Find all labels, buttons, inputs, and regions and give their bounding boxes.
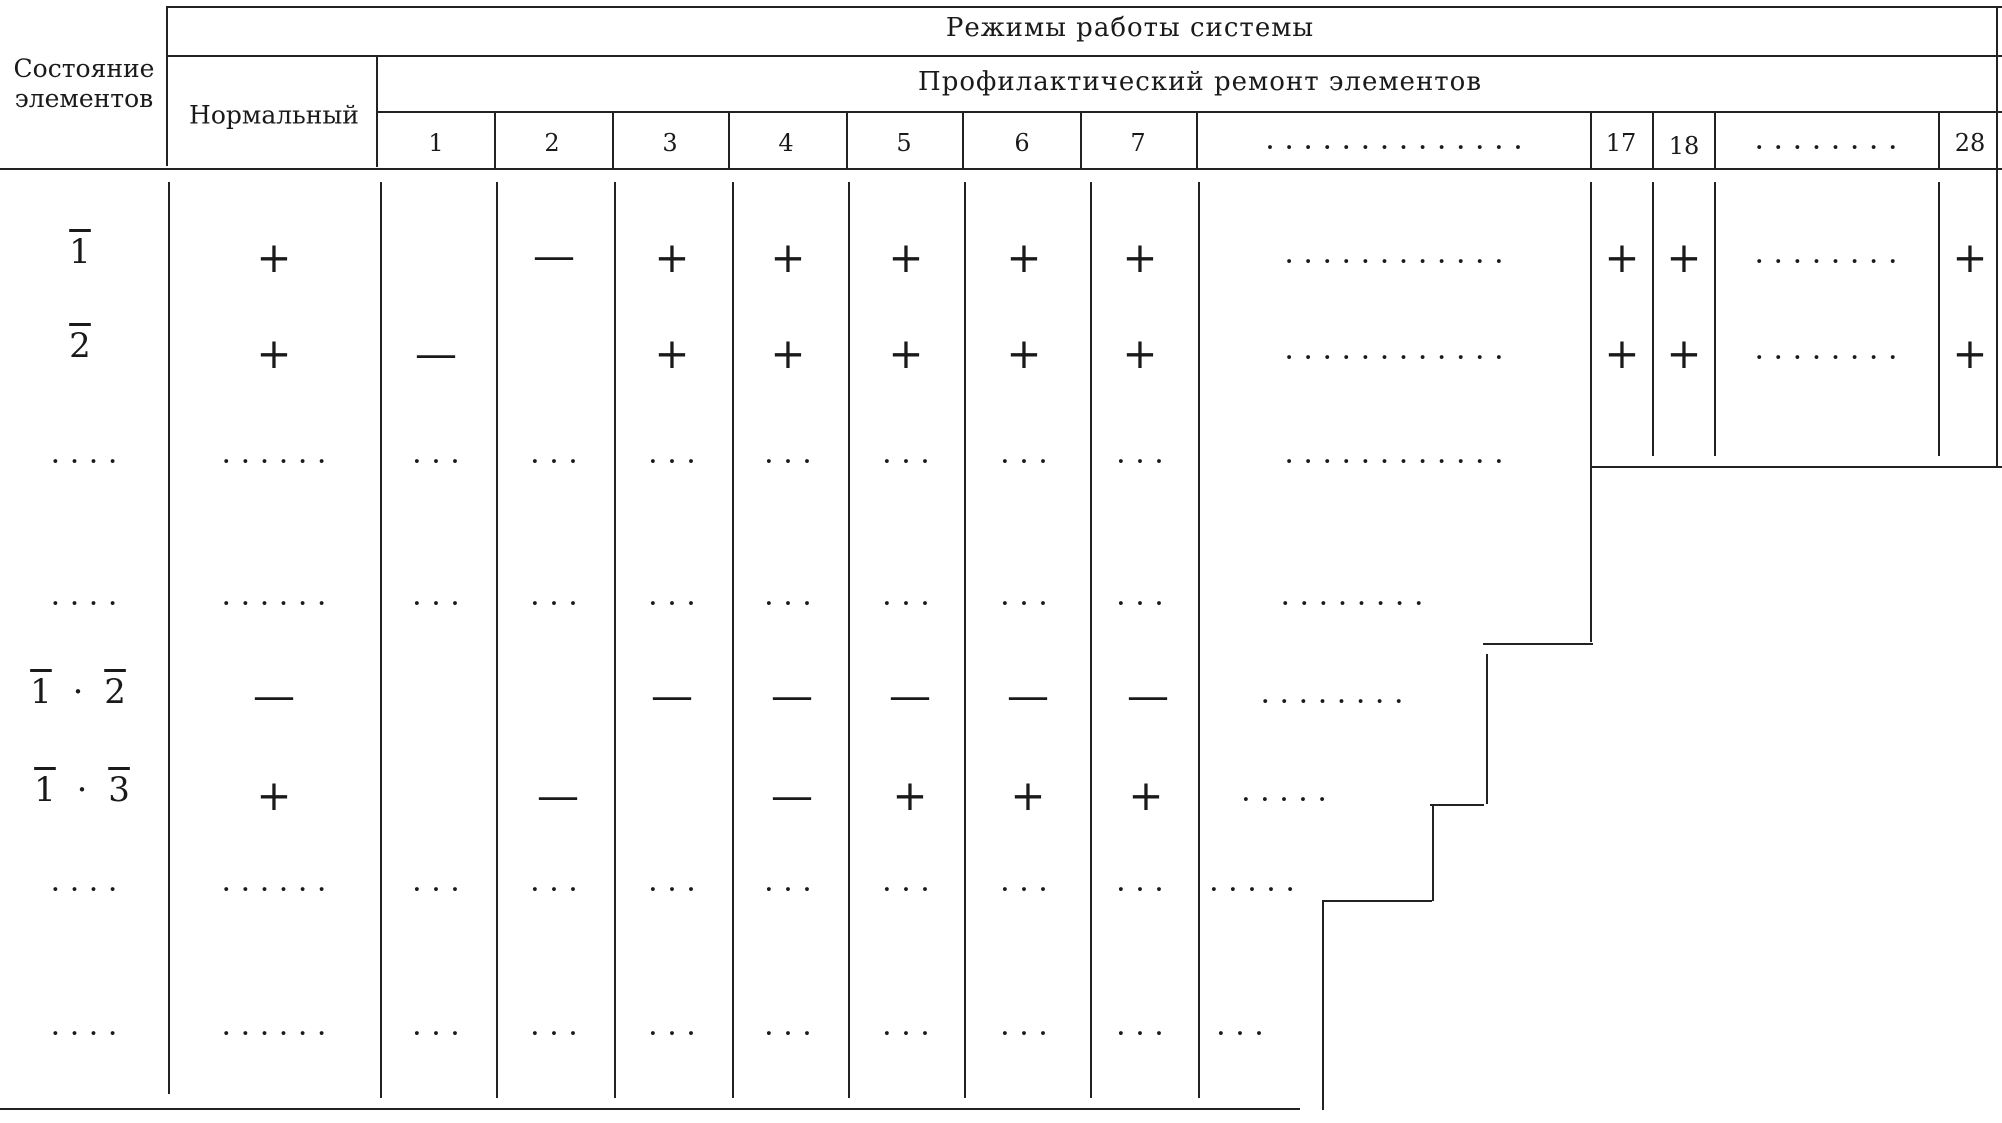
step-rule-4 — [1322, 900, 1432, 902]
modes-underline — [168, 55, 2002, 57]
cell-r2-c4: + — [770, 329, 806, 378]
cell-r2-c1: — — [415, 329, 457, 378]
r4-c7-dots: · · · — [1116, 586, 1164, 622]
body-vline-state — [168, 182, 170, 1094]
cell-r1-c28: + — [1952, 233, 1988, 282]
cell-r1-c5: + — [888, 233, 924, 282]
r8-c1-dots: · · · — [412, 1016, 460, 1052]
r7-gap-dots: · · · · · — [1209, 872, 1295, 908]
cell-r5-c5: — — [889, 671, 931, 720]
cell-r2-c6: + — [1006, 329, 1042, 378]
body-vline-normal — [380, 182, 382, 1098]
row-label-1x2-b: 2 — [104, 672, 126, 712]
r7-normal-dots: · · · · · · — [221, 872, 327, 908]
cell-r5-normal: — — [253, 671, 295, 720]
r7-c6-dots: · · · — [1000, 872, 1048, 908]
r8-c6-dots: · · · — [1000, 1016, 1048, 1052]
body-vline-c5 — [964, 182, 966, 1098]
r4-c5-dots: · · · — [882, 586, 930, 622]
cell-r2-c5: + — [888, 329, 924, 378]
body-vline-c18 — [1714, 182, 1716, 456]
row-label-1x2-sep: · — [72, 672, 84, 712]
row-label-1: 1 — [69, 232, 91, 272]
maintenance-underline — [378, 111, 2002, 113]
cell-r6-c4: — — [771, 771, 813, 820]
col-header-7: 7 — [1130, 129, 1146, 157]
header-vline-c3 — [728, 113, 730, 168]
cell-r6-c7: + — [1128, 771, 1164, 820]
state-header — [14, 54, 155, 114]
r3-c2-dots: · · · — [530, 444, 578, 480]
r4-c3-dots: · · · — [648, 586, 696, 622]
r7-label-dots: · · · · — [50, 872, 118, 908]
step-vline-3 — [1322, 900, 1324, 1110]
r3-c7-dots: · · · — [1116, 444, 1164, 480]
maintenance-title: Профилактический ремонт элементов — [918, 67, 1482, 97]
cell-r1-normal: + — [256, 233, 292, 282]
cell-r1-c6: + — [1006, 233, 1042, 282]
cell-r2-c7: + — [1122, 329, 1158, 378]
r8-gap-dots: · · · — [1216, 1016, 1264, 1052]
body-vline-c4 — [848, 182, 850, 1098]
header-vline-c4 — [846, 113, 848, 168]
cell-r1-c3: + — [654, 233, 690, 282]
r3-normal-dots: · · · · · · — [221, 444, 327, 480]
header-vline-state — [166, 6, 168, 166]
cell-r6-c5: + — [892, 771, 928, 820]
r4-c2-dots: · · · — [530, 586, 578, 622]
cell-r2-normal: + — [256, 329, 292, 378]
body-vline-c6 — [1090, 182, 1092, 1098]
header-vline-c2 — [612, 113, 614, 168]
cell-r2-gap: · · · · · · · · · · · · — [1284, 340, 1504, 376]
modes-title: Режимы работы системы — [945, 13, 1315, 43]
top-rule — [168, 6, 2002, 8]
r8-c4-dots: · · · — [764, 1016, 812, 1052]
r7-c2-dots: · · · — [530, 872, 578, 908]
normal-mode-header: Нормальный — [189, 100, 359, 130]
cell-r2-gap2: · · · · · · · · — [1754, 340, 1898, 376]
r4-c4-dots: · · · — [764, 586, 812, 622]
r8-c2-dots: · · · — [530, 1016, 578, 1052]
r3-label-dots: · · · · — [50, 444, 118, 480]
cell-r5-c6: — — [1007, 671, 1049, 720]
r4-normal-dots: · · · · · · — [221, 586, 327, 622]
body-vline-c17 — [1652, 182, 1654, 456]
r3-c4-dots: · · · — [764, 444, 812, 480]
col-header-17: 17 — [1605, 129, 1637, 157]
step-vline-1 — [1486, 654, 1488, 804]
r8-label-dots: · · · · — [50, 1016, 118, 1052]
col-header-gap: · · · · · · · · · · · · · · — [1265, 130, 1523, 166]
r4-c6-dots: · · · — [1000, 586, 1048, 622]
cell-r2-c18: + — [1666, 329, 1702, 378]
r4-gap-dots: · · · · · · · · — [1280, 586, 1424, 622]
r8-normal-dots: · · · · · · — [221, 1016, 327, 1052]
r8-c3-dots: · · · — [648, 1016, 696, 1052]
step-rule-1 — [1592, 466, 2002, 468]
r3-c3-dots: · · · — [648, 444, 696, 480]
header-vline-c18 — [1714, 113, 1716, 168]
row-label-1x3-b: 3 — [108, 770, 130, 810]
r3-c6-dots: · · · — [1000, 444, 1048, 480]
header-vline-gap2 — [1938, 113, 1940, 168]
r3-c5-dots: · · · — [882, 444, 930, 480]
header-vline-c7 — [1196, 113, 1198, 168]
body-vline-c2 — [614, 182, 616, 1098]
col-header-1: 1 — [428, 129, 444, 157]
cell-r2-c28: + — [1952, 329, 1988, 378]
cell-r5-c3: — — [651, 671, 693, 720]
cell-r6-c6: + — [1010, 771, 1046, 820]
header-vline-c17 — [1652, 113, 1654, 168]
cell-r5-c7: — — [1127, 671, 1169, 720]
row-label-1x3 — [34, 770, 130, 810]
body-vline-c1 — [496, 182, 498, 1098]
r7-c4-dots: · · · — [764, 872, 812, 908]
col-header-2: 2 — [544, 129, 560, 157]
state-header-line2: элементов — [14, 84, 154, 113]
row-label-1x3-sep: · — [76, 770, 88, 810]
header-vline-gap — [1590, 113, 1592, 168]
header-bottom-rule — [0, 168, 2002, 170]
r8-c7-dots: · · · — [1116, 1016, 1164, 1052]
cell-r2-c3: + — [654, 329, 690, 378]
cell-r6-normal: + — [256, 771, 292, 820]
cell-r1-c7: + — [1122, 233, 1158, 282]
r5-gap-dots: · · · · · · · · — [1260, 684, 1404, 720]
col-header-5: 5 — [896, 129, 912, 157]
cell-r6-c2: — — [537, 771, 579, 820]
r3-c1-dots: · · · — [412, 444, 460, 480]
row-label-1x2 — [30, 672, 126, 712]
cell-r5-c4: — — [771, 671, 813, 720]
row-label-2: 2 — [69, 326, 91, 366]
row-label-1x3-a: 1 — [34, 770, 56, 810]
col-header-28: 28 — [1954, 129, 1986, 157]
header-vline-normal — [376, 57, 378, 167]
step-vline-2 — [1432, 805, 1434, 901]
cell-r2-c17: + — [1604, 329, 1640, 378]
r7-c7-dots: · · · — [1116, 872, 1164, 908]
cell-r1-gap2: · · · · · · · · — [1754, 244, 1898, 280]
col-header-gap2: · · · · · · · · — [1754, 130, 1898, 166]
body-vline-c7 — [1198, 182, 1200, 1098]
header-vline-c6 — [1080, 113, 1082, 168]
col-header-3: 3 — [662, 129, 678, 157]
r3-gap-dots: · · · · · · · · · · · · — [1284, 444, 1504, 480]
r7-c3-dots: · · · — [648, 872, 696, 908]
body-vline-gap2 — [1938, 182, 1940, 456]
bottom-rule — [0, 1108, 1300, 1110]
col-header-18: 18 — [1668, 132, 1700, 160]
r4-label-dots: · · · · — [50, 586, 118, 622]
cell-r1-c4: + — [770, 233, 806, 282]
row-label-1x2-a: 1 — [30, 672, 52, 712]
step-rule-3 — [1430, 804, 1484, 806]
body-vline-c3 — [732, 182, 734, 1098]
cell-r1-c17: + — [1604, 233, 1640, 282]
r6-gap-dots: · · · · · — [1241, 782, 1327, 818]
cell-r1-gap: · · · · · · · · · · · · — [1284, 244, 1504, 280]
header-vline-c5 — [962, 113, 964, 168]
col-header-4: 4 — [778, 129, 794, 157]
cell-r1-c18: + — [1666, 233, 1702, 282]
r7-c1-dots: · · · — [412, 872, 460, 908]
r8-c5-dots: · · · — [882, 1016, 930, 1052]
cell-r1-c2: — — [533, 231, 575, 280]
state-header-line1: Состояние — [13, 54, 155, 83]
r4-c1-dots: · · · — [412, 586, 460, 622]
right-edge-vline — [1996, 6, 1998, 466]
r7-c5-dots: · · · — [882, 872, 930, 908]
col-header-6: 6 — [1014, 129, 1030, 157]
header-vline-c1 — [494, 113, 496, 168]
step-rule-2 — [1483, 643, 1593, 645]
body-vline-gap — [1590, 182, 1592, 642]
